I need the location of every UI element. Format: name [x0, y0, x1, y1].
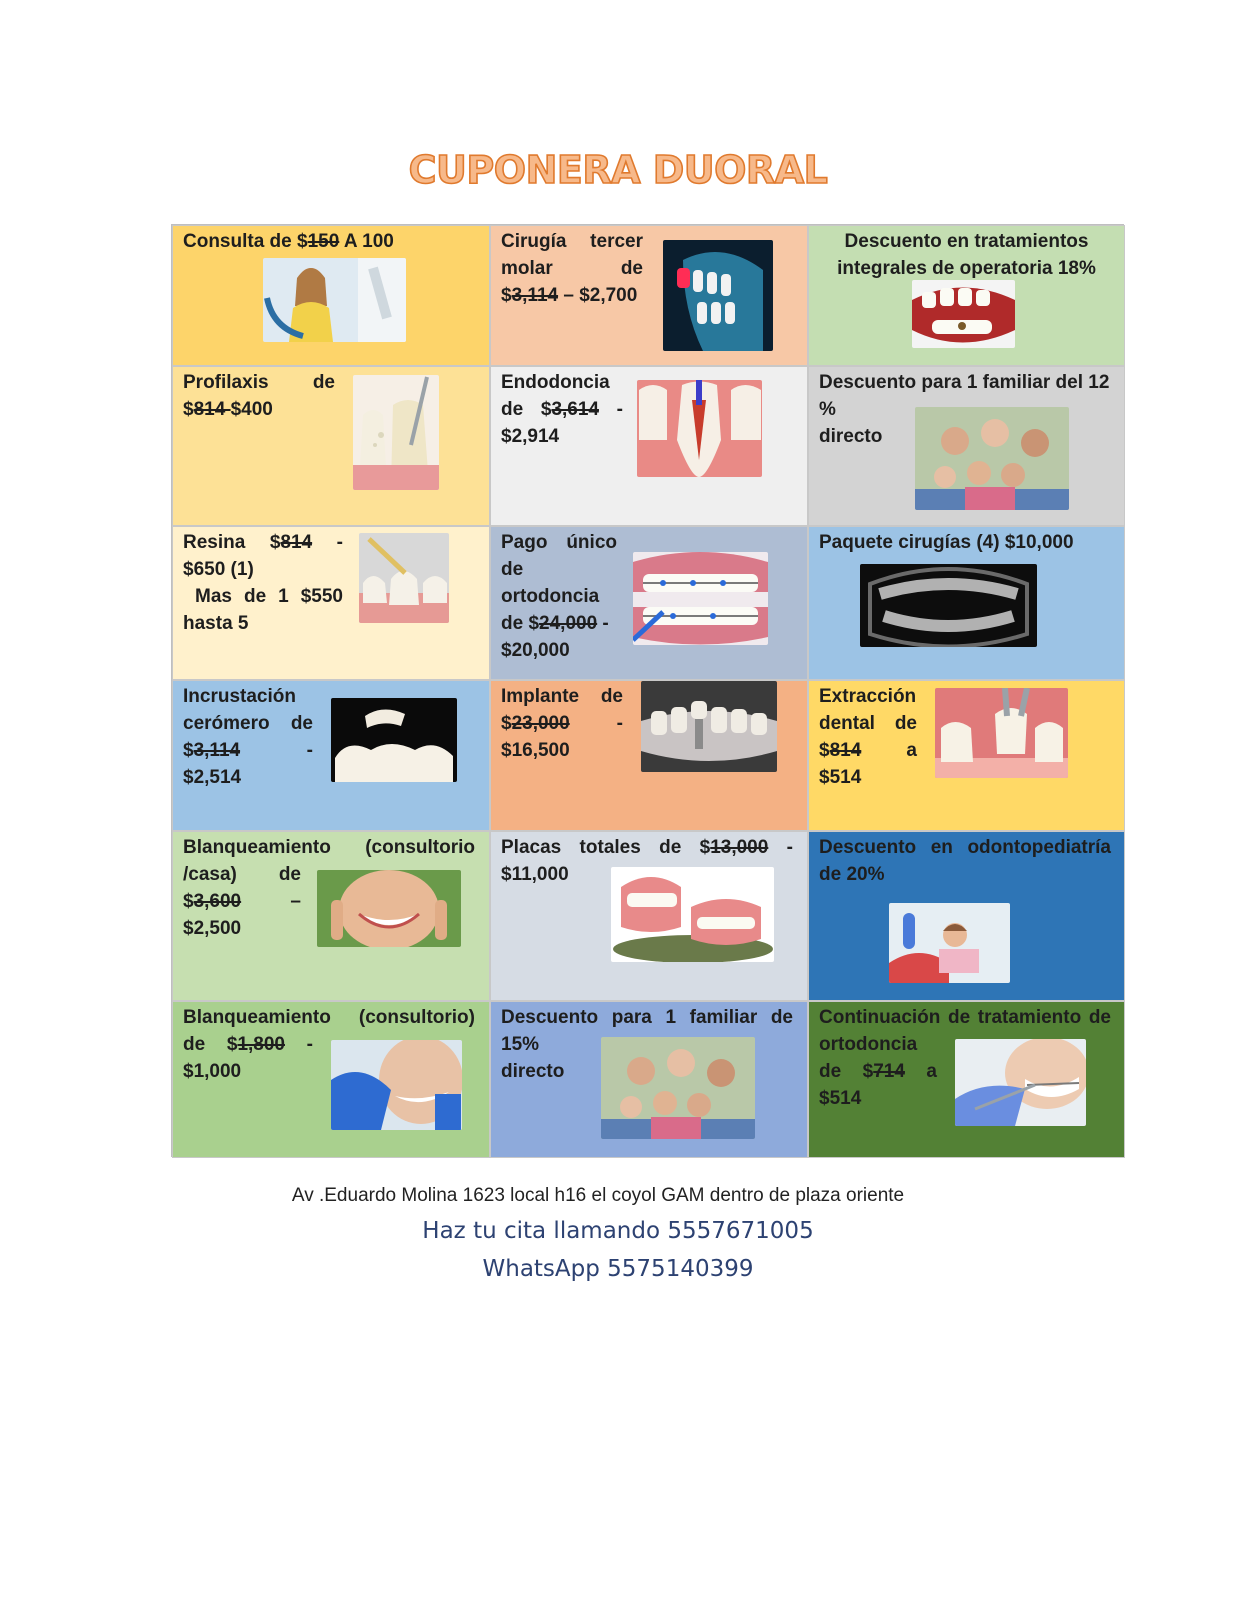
coupon-implante: [490, 680, 808, 831]
coupon-descuento-operatoria: [808, 225, 1125, 366]
coupon-placas-totales: [490, 831, 808, 1001]
coupon-line: directo: [819, 426, 883, 447]
old-price: 3,600: [193, 891, 242, 912]
coupon-line: Mas de 1 $550: [183, 586, 343, 607]
coupon-line: $20,000: [501, 640, 570, 661]
coupon-line: Profilaxis de: [183, 372, 335, 393]
coupon-blanqueamiento-consultorio: [172, 1001, 490, 1158]
page-title: CUPONERA DUORAL: [408, 148, 828, 192]
onlay-tooth-illustration: [331, 698, 457, 782]
resin-filling-illustration: [359, 533, 449, 623]
patient-dental-chair-photo: [263, 258, 406, 342]
coupon-line: hasta 5: [183, 613, 249, 634]
coupon-line: 15%: [501, 1034, 540, 1055]
coupon-line: molar de: [501, 258, 643, 279]
mouth-cavity-photo: [912, 280, 1015, 348]
coupon-line: Incrustación: [183, 686, 296, 707]
new-price: –: [241, 891, 301, 912]
coupon-line: $2,914: [501, 426, 560, 447]
coupon-odontopediatria: [808, 831, 1125, 1001]
dental-implant-illustration: [641, 681, 777, 772]
old-price: 3,114: [193, 740, 241, 761]
new-price: -: [284, 1034, 313, 1055]
smiling-woman-photo: [317, 870, 461, 947]
coupon-line: $2,514: [183, 767, 242, 788]
coupon-line: Implante de: [501, 686, 623, 707]
coupon-line: dental de: [819, 713, 917, 734]
wisdom-tooth-xray-illustration: [663, 240, 773, 351]
coupon-line: $16,500: [501, 740, 570, 761]
coupon-line: $514: [819, 1088, 862, 1109]
coupon-line: $1,000: [183, 1061, 242, 1082]
family-group-photo: [601, 1037, 755, 1139]
coupon-cirugia-tercer-molar: [490, 225, 808, 366]
coupon-line: de 20%: [819, 864, 885, 885]
coupon-line: Descuento para 1 familiar de: [501, 1007, 793, 1028]
braces-adjustment-photo: [955, 1039, 1086, 1126]
root-canal-illustration: [637, 380, 762, 477]
coupon-profilaxis: [172, 366, 490, 526]
coupon-line: Blanqueamiento (consultorio): [183, 1007, 475, 1028]
coupon-line: Continuación de tratamiento de: [819, 1007, 1111, 1028]
tooth-extraction-illustration: [935, 688, 1068, 778]
coupon-consulta: [172, 225, 490, 366]
coupon-line: $11,000: [501, 864, 569, 885]
old-price: 714: [873, 1061, 905, 1082]
old-price: 3,114: [511, 285, 559, 306]
coupon-line: Endodoncia: [501, 372, 610, 393]
old-price: 24,000: [539, 613, 598, 634]
coupon-line: Extracción: [819, 686, 917, 707]
coupon-line: Pago único: [501, 532, 617, 553]
price-prefix: de $: [183, 1034, 238, 1055]
coupon-line: directo: [501, 1061, 565, 1082]
dentures-photo: [611, 867, 774, 962]
price-prefix: $: [183, 891, 194, 912]
old-price: 814: [280, 532, 313, 553]
new-price: – $2,700: [558, 285, 638, 306]
coupon-descuento-familiar-12: [808, 366, 1125, 526]
new-price: -: [569, 713, 623, 734]
coupon-line: Descuento para 1 familiar del 12: [819, 372, 1110, 393]
old-price: 814: [829, 740, 862, 761]
old-price: 1,800: [237, 1034, 285, 1055]
coupon-extraccion: [808, 680, 1125, 831]
new-price: -: [312, 532, 343, 553]
braces-model-photo: [633, 552, 768, 645]
old-price: 814: [193, 399, 231, 420]
coupon-ortodoncia-pago-unico: [490, 526, 808, 680]
new-price: -: [597, 613, 609, 634]
coupon-line: $650 (1): [183, 559, 254, 580]
old-price: 3,614: [551, 399, 599, 420]
coupon-line: de: [501, 559, 524, 580]
coupon-line: ortodoncia: [501, 586, 600, 607]
price-prefix: de $: [501, 399, 552, 420]
price-prefix: de $: [819, 1061, 874, 1082]
coupon-blanqueamiento-casa: [172, 831, 490, 1001]
new-price: a: [861, 740, 917, 761]
coupon-line: ortodoncia: [819, 1034, 918, 1055]
coupon-line: Blanqueamiento (consultorio: [183, 837, 475, 858]
coupon-descuento-familiar-15: [490, 1001, 808, 1158]
coupon-line: Paquete cirugías (4) $10,000: [819, 532, 1074, 553]
old-price: 23,000: [511, 713, 570, 734]
new-price: $400: [230, 399, 273, 420]
price-prefix: $: [183, 740, 194, 761]
child-dentist-photo: [889, 903, 1010, 983]
new-price: -: [240, 740, 313, 761]
coupon-line: integrales de operatoria 18%: [837, 258, 1096, 279]
coupon-grid: [171, 224, 1124, 1157]
coupon-continuacion-ortodoncia: [808, 1001, 1125, 1158]
coupon-line: Cirugía tercer: [501, 231, 643, 252]
price-prefix: $: [819, 740, 830, 761]
coupon-line: $514: [819, 767, 862, 788]
coupon-line: $2,500: [183, 918, 242, 939]
coupon-resina: [172, 526, 490, 680]
new-price: -: [768, 837, 793, 858]
coupon-line: Descuento en odontopediatría: [819, 837, 1111, 858]
address-text: Av .Eduardo Molina 1623 local h16 el coyol GAM dentro de plaza oriente: [291, 1185, 905, 1206]
old-price: 13,000: [710, 837, 769, 858]
coupon-line: /casa) de: [183, 864, 301, 885]
price-prefix: $: [501, 285, 512, 306]
price-prefix: de $: [501, 613, 540, 634]
coupon-line: %: [819, 399, 836, 420]
coupon-endodoncia: [490, 366, 808, 526]
scaler-cleaning-teeth-illustration: [353, 375, 439, 490]
price-prefix: Resina $: [183, 532, 281, 553]
new-price: A 100: [339, 231, 394, 252]
coupon-line: Descuento en tratamientos: [844, 231, 1089, 252]
price-prefix: $: [501, 713, 512, 734]
coupon-incrustacion: [172, 680, 490, 831]
price-prefix: $: [183, 399, 194, 420]
new-price: -: [598, 399, 623, 420]
panoramic-xray: [860, 564, 1037, 647]
coupon-line: cerómero de: [183, 713, 313, 734]
family-group-photo: [915, 407, 1069, 510]
new-price: a: [904, 1061, 937, 1082]
appointment-phone-text: Haz tu cita llamando 5557671005: [422, 1218, 814, 1244]
price-prefix: Consulta de $: [183, 231, 308, 252]
whitening-procedure-photo: [331, 1040, 462, 1130]
coupon-paquete-cirugias: [808, 526, 1125, 680]
price-prefix: Placas totales de $: [501, 837, 711, 858]
whatsapp-text: WhatsApp 5575140399: [482, 1256, 754, 1282]
old-price: 150: [307, 231, 340, 252]
